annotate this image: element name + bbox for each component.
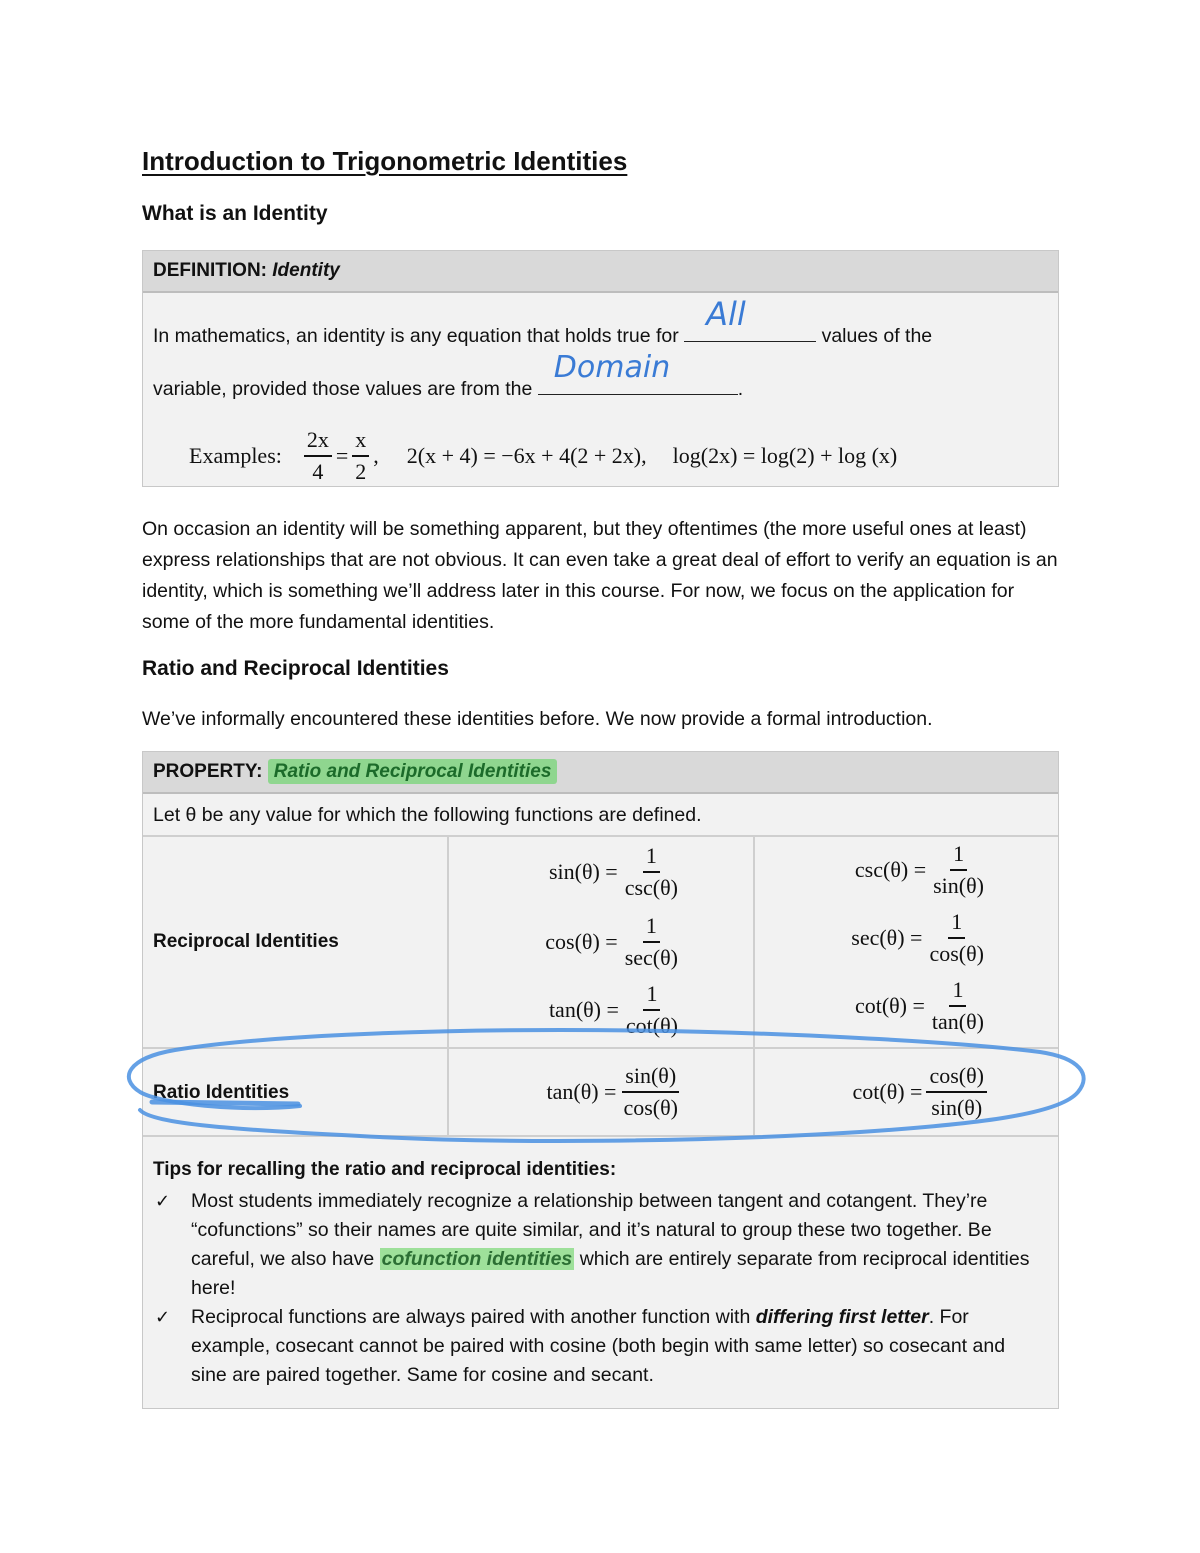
differing-first-letter-emphasis: differing first letter [755, 1306, 929, 1328]
definition-box [142, 250, 1059, 487]
blank-domain [538, 350, 738, 395]
definition-line-2 [153, 350, 744, 401]
handwritten-domain: Domain [553, 350, 671, 385]
property-term-highlight: Ratio and Reciprocal Identities [268, 759, 558, 784]
definition-text: variable, provided those values are from the [153, 378, 533, 400]
ratio-intro: We’ve informally encountered these identities before. We now provide a formal introduction. [142, 708, 933, 730]
definition-text: . [737, 378, 744, 400]
identity-sec-cos: sec(θ) = $\frac{1}{\cos(\theta)}$ [851, 909, 984, 966]
let-theta-text: Let θ be any value for which the following functions are defined. [153, 804, 702, 826]
identity-csc-sin: csc(θ) = $\frac{1}{\sin(\theta)}$ [854, 841, 984, 898]
identity-tan-cot: tan(θ) = $\frac{1}{\cot(\theta)}$ [548, 981, 678, 1038]
example-fraction-right: $\frac{x}{2}$ [352, 427, 369, 485]
page-title: Introduction to Trigonometric Identities [142, 146, 628, 176]
example-3: log(2x) = log(2) + log (x) [672, 443, 898, 468]
tips-title: Tips for recalling the ratio and reciprocal identities: [153, 1159, 617, 1180]
definition-label: DEFINITION: [153, 260, 267, 281]
example-2: 2(x + 4) = −6x + 4(2 + 2x), [406, 443, 647, 468]
definition-line-1 [153, 295, 933, 348]
cofunction-highlight: cofunction identities [381, 1248, 573, 1270]
ratio-label: Ratio Identities [153, 1082, 290, 1103]
definition-text: In mathematics, an identity is any equation that holds true for [153, 325, 679, 347]
identity-cot-ratio: cot(θ) = $\frac{\cos(\theta)}{\sin(\theta)}$ [759, 1063, 991, 1121]
ratio-row [143, 1047, 1058, 1135]
identity-cos-sec: cos(θ) = $\frac{1}{\sec(\theta)}$ [545, 913, 678, 970]
property-header [143, 752, 1058, 794]
intro-paragraph: On occasion an identity will be something apparent, but they oftentimes (the more useful ones at least) express relationships that are not obvious. It can even take a great deal of effort to verify an equation is an identity, which is something we’ll address later in this course. For now, we focus on the application for some of the more fundamental identities. [142, 518, 1058, 633]
section-heading-ratio: Ratio and Reciprocal Identities [142, 657, 449, 680]
identity-sin-csc: sin(θ) = $\frac{1}{\csc(\theta)}$ [548, 843, 678, 900]
checkmark-icon: ✓ [155, 1191, 171, 1212]
section-heading-identity: What is an Identity [142, 202, 328, 225]
definition-term: Identity [272, 260, 340, 281]
property-label: PROPERTY: [153, 761, 263, 782]
handwritten-all: All [706, 295, 746, 333]
example-fraction-left: $\frac{2x}{4}$ [304, 427, 332, 485]
identity-tan-ratio: tan(θ) = $\frac{\sin(\theta)}{\cos(\theta)}$ [546, 1063, 678, 1120]
definition-header [143, 251, 1058, 293]
tips-section [143, 1135, 1058, 1408]
identity-cot-tan: cot(θ) = $\frac{1}{\tan(\theta)}$ [854, 977, 984, 1034]
property-box [142, 751, 1059, 1409]
reciprocal-label: Reciprocal Identities [153, 931, 339, 952]
blank-all [684, 295, 816, 342]
definition-text: values of the [821, 325, 933, 347]
checkmark-icon: ✓ [155, 1307, 171, 1328]
reciprocal-row [143, 835, 1058, 1047]
examples-label: Examples: [189, 443, 282, 468]
examples-row: Examples: $\frac{2x}{4}$ = $\frac{x}{2}$ , 2(x + 4) = −6x + 4(2 + 2x), log(2x) = log(2) + log (x) [189, 427, 898, 484]
tip-2: ✓ Reciprocal functions are always paired with another function with differing first letter. For example, cosecant cannot be paired with cosine (both begin with same letter) so cosecant and sine are paired together. Same for cosine and secant. [191, 1303, 1031, 1390]
tip-1: ✓ Most students immediately recognize a relationship between tangent and cotangent. They’re “cofunctions” so their names are quite similar, and it’s natural to group these two together. Be careful, we also have cofunction identities which are entirely separate from reciprocal identities here! [191, 1187, 1031, 1303]
